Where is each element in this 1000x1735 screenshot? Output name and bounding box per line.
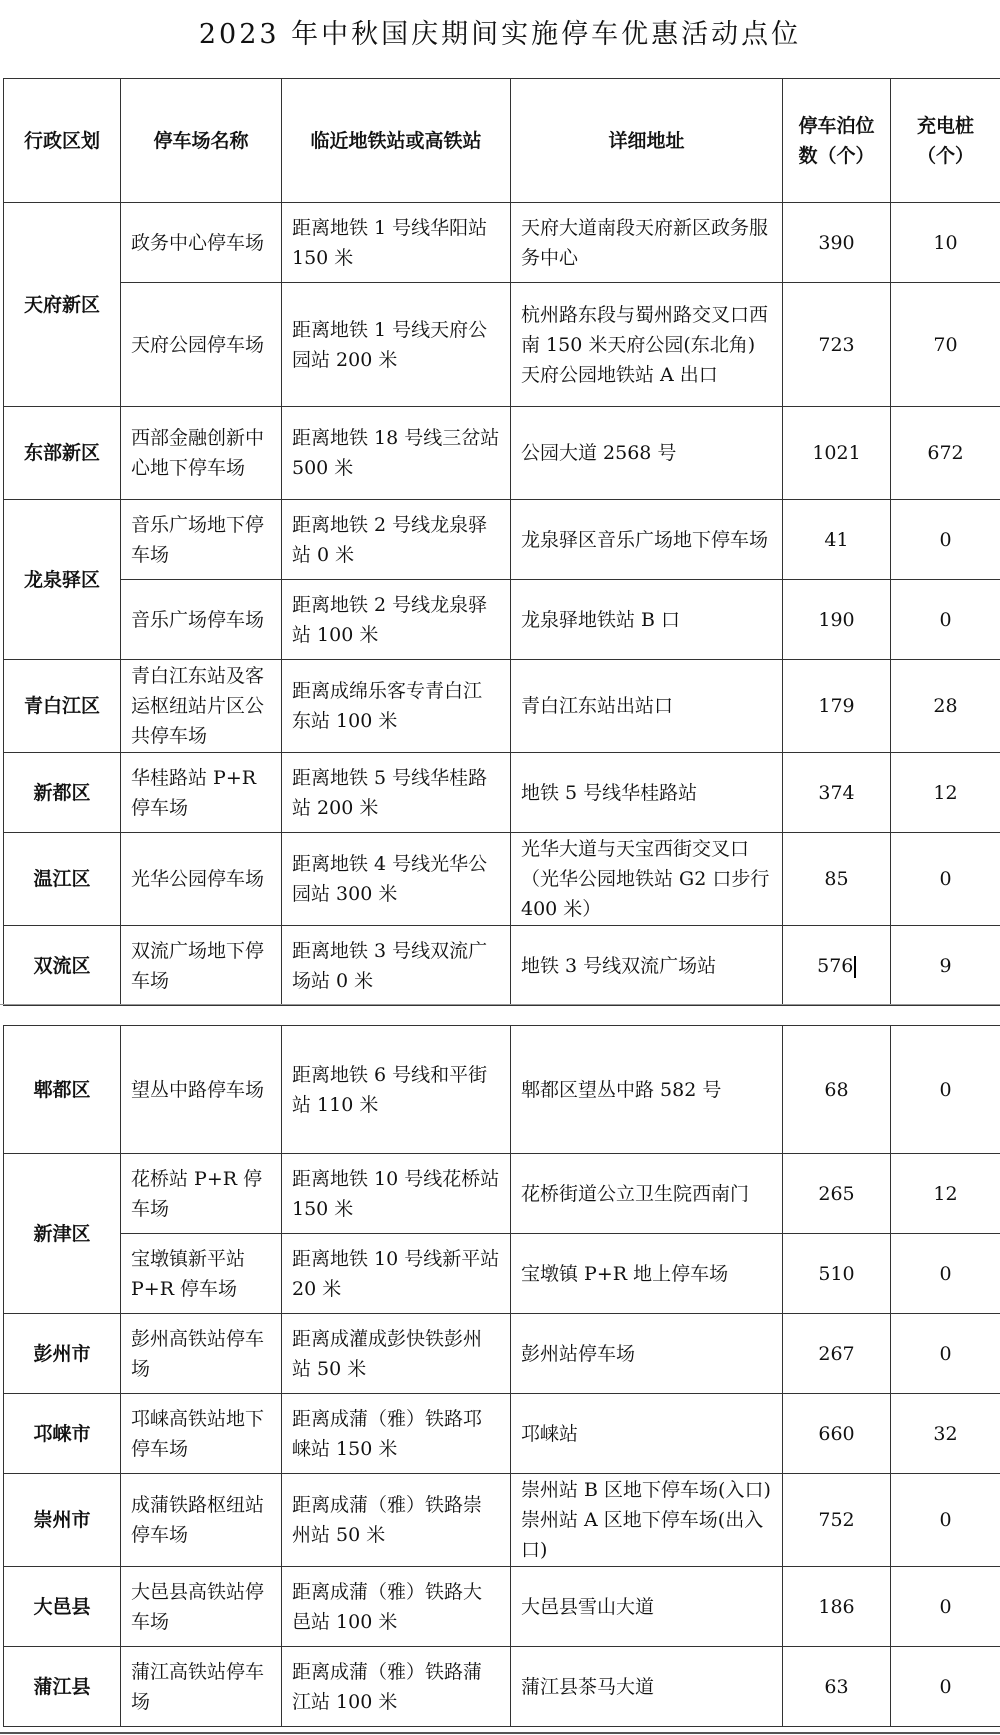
station-cell: 距离地铁 18 号线三岔站 500 米 (282, 407, 511, 500)
chargers-cell: 9 (891, 926, 1000, 1006)
spaces-cell: 752 (783, 1474, 891, 1567)
lot-name-cell: 政务中心停车场 (121, 203, 282, 283)
district-cell: 蒲江县 (4, 1647, 121, 1727)
station-cell: 距离地铁 2 号线龙泉驿站 0 米 (282, 500, 511, 580)
chargers-cell: 0 (891, 500, 1000, 580)
chargers-cell: 0 (891, 1474, 1000, 1567)
lot-name-cell: 望丛中路停车场 (121, 1026, 282, 1154)
district-cell: 龙泉驿区 (4, 500, 121, 660)
header-nearby-station: 临近地铁站或高铁站 (282, 79, 511, 203)
lot-name-cell: 华桂路站 P+R 停车场 (121, 753, 282, 833)
address-cell: 光华大道与天宝西街交叉口（光华公园地铁站 G2 口步行 400 米） (511, 833, 783, 926)
lot-name-cell: 西部金融创新中心地下停车场 (121, 407, 282, 500)
lot-name-cell: 青白江东站及客运枢纽站片区公共停车场 (121, 660, 282, 753)
spaces-cell: 390 (783, 203, 891, 283)
parking-table-part-2 (3, 1025, 1000, 1727)
district-cell: 东部新区 (4, 407, 121, 500)
address-cell: 彭州站停车场 (511, 1314, 783, 1394)
lot-name-cell: 宝墩镇新平站 P+R 停车场 (121, 1234, 282, 1314)
district-cell: 青白江区 (4, 660, 121, 753)
address-cell: 蒲江县茶马大道 (511, 1647, 783, 1727)
parking-table-part-1 (3, 78, 1000, 1006)
address-cell: 大邑县雪山大道 (511, 1567, 783, 1647)
station-cell: 距离地铁 10 号线花桥站 150 米 (282, 1154, 511, 1234)
table-row (4, 1394, 1000, 1474)
chargers-cell: 28 (891, 660, 1000, 753)
district-cell: 郫都区 (4, 1026, 121, 1154)
address-cell: 天府大道南段天府新区政务服务中心 (511, 203, 783, 283)
table-row (4, 407, 1000, 500)
station-cell: 距离地铁 10 号线新平站 20 米 (282, 1234, 511, 1314)
table-row (4, 1314, 1000, 1394)
header-chargers: 充电桩（个） (891, 79, 1000, 203)
spaces-cell: 267 (783, 1314, 891, 1394)
chargers-cell: 0 (891, 1314, 1000, 1394)
spaces-cell: 1021 (783, 407, 891, 500)
station-cell: 距离地铁 6 号线和平街站 110 米 (282, 1026, 511, 1154)
spaces-cell[interactable] (783, 926, 891, 1006)
chargers-cell: 0 (891, 1567, 1000, 1647)
spaces-value: 576 (817, 954, 854, 977)
lot-name-cell: 双流广场地下停车场 (121, 926, 282, 1006)
spaces-cell: 179 (783, 660, 891, 753)
address-cell: 公园大道 2568 号 (511, 407, 783, 500)
lot-name-cell: 邛崃高铁站地下停车场 (121, 1394, 282, 1474)
district-cell: 崇州市 (4, 1474, 121, 1567)
spaces-cell: 186 (783, 1567, 891, 1647)
page-divider (0, 1004, 1000, 1005)
table-row (4, 283, 1000, 407)
spaces-cell: 265 (783, 1154, 891, 1234)
lot-name-cell: 天府公园停车场 (121, 283, 282, 407)
district-cell: 双流区 (4, 926, 121, 1006)
address-cell: 花桥街道公立卫生院西南门 (511, 1154, 783, 1234)
district-cell: 新津区 (4, 1154, 121, 1314)
district-cell: 彭州市 (4, 1314, 121, 1394)
table-row (4, 660, 1000, 753)
station-cell: 距离成蒲（雅）铁路崇州站 50 米 (282, 1474, 511, 1567)
spaces-cell: 41 (783, 500, 891, 580)
spaces-cell: 85 (783, 833, 891, 926)
address-cell: 崇州站 B 区地下停车场(入口) 崇州站 A 区地下停车场(出入口) (511, 1474, 783, 1567)
district-cell: 天府新区 (4, 203, 121, 407)
lot-name-cell: 音乐广场停车场 (121, 580, 282, 660)
text-cursor (854, 956, 856, 978)
table-row (4, 753, 1000, 833)
spaces-cell: 68 (783, 1026, 891, 1154)
station-cell: 距离地铁 1 号线天府公园站 200 米 (282, 283, 511, 407)
station-cell: 距离成蒲（雅）铁路邛崃站 150 米 (282, 1394, 511, 1474)
table-header-row (4, 79, 1000, 203)
spaces-cell: 190 (783, 580, 891, 660)
station-cell: 距离成绵乐客专青白江东站 100 米 (282, 660, 511, 753)
table-row (4, 833, 1000, 926)
station-cell: 距离成蒲（雅）铁路大邑站 100 米 (282, 1567, 511, 1647)
spaces-cell: 374 (783, 753, 891, 833)
district-cell: 新都区 (4, 753, 121, 833)
table-row (4, 580, 1000, 660)
table-row (4, 1474, 1000, 1567)
table-row (4, 926, 1000, 1006)
spaces-cell: 723 (783, 283, 891, 407)
chargers-cell: 70 (891, 283, 1000, 407)
station-cell: 距离成蒲（雅）铁路蒲江站 100 米 (282, 1647, 511, 1727)
chargers-cell: 0 (891, 1234, 1000, 1314)
chargers-cell: 10 (891, 203, 1000, 283)
header-spaces: 停车泊位数（个） (783, 79, 891, 203)
table-row (4, 500, 1000, 580)
station-cell: 距离成灌成彭快铁彭州站 50 米 (282, 1314, 511, 1394)
lot-name-cell: 花桥站 P+R 停车场 (121, 1154, 282, 1234)
lot-name-cell: 成蒲铁路枢纽站停车场 (121, 1474, 282, 1567)
chargers-cell: 0 (891, 833, 1000, 926)
address-cell: 郫都区望丛中路 582 号 (511, 1026, 783, 1154)
chargers-cell: 0 (891, 1647, 1000, 1727)
chargers-cell: 0 (891, 580, 1000, 660)
chargers-cell: 12 (891, 1154, 1000, 1234)
address-cell: 宝墩镇 P+R 地上停车场 (511, 1234, 783, 1314)
spaces-cell: 510 (783, 1234, 891, 1314)
lot-name-cell: 彭州高铁站停车场 (121, 1314, 282, 1394)
address-cell: 青白江东站出站口 (511, 660, 783, 753)
address-cell: 地铁 3 号线双流广场站 (511, 926, 783, 1006)
header-lot-name: 停车场名称 (121, 79, 282, 203)
bottom-border (0, 1732, 1000, 1734)
district-cell: 邛崃市 (4, 1394, 121, 1474)
header-district: 行政区划 (4, 79, 121, 203)
station-cell: 距离地铁 1 号线华阳站 150 米 (282, 203, 511, 283)
document-title: 2023 年中秋国庆期间实施停车优惠活动点位 (198, 19, 802, 50)
lot-name-cell: 光华公园停车场 (121, 833, 282, 926)
address-cell: 龙泉驿地铁站 B 口 (511, 580, 783, 660)
table-row (4, 1647, 1000, 1727)
chargers-cell: 12 (891, 753, 1000, 833)
lot-name-cell: 大邑县高铁站停车场 (121, 1567, 282, 1647)
table-row (4, 1026, 1000, 1154)
address-cell: 地铁 5 号线华桂路站 (511, 753, 783, 833)
lot-name-cell: 音乐广场地下停车场 (121, 500, 282, 580)
address-cell: 龙泉驿区音乐广场地下停车场 (511, 500, 783, 580)
station-cell: 距离地铁 3 号线双流广场站 0 米 (282, 926, 511, 1006)
district-cell: 温江区 (4, 833, 121, 926)
table-row (4, 203, 1000, 283)
chargers-cell: 32 (891, 1394, 1000, 1474)
spaces-cell: 63 (783, 1647, 891, 1727)
station-cell: 距离地铁 2 号线龙泉驿站 100 米 (282, 580, 511, 660)
chargers-cell: 672 (891, 407, 1000, 500)
district-cell: 大邑县 (4, 1567, 121, 1647)
address-cell: 邛崃站 (511, 1394, 783, 1474)
spaces-cell: 660 (783, 1394, 891, 1474)
table-row (4, 1567, 1000, 1647)
lot-name-cell: 蒲江高铁站停车场 (121, 1647, 282, 1727)
table-row (4, 1234, 1000, 1314)
chargers-cell: 0 (891, 1026, 1000, 1154)
header-address: 详细地址 (511, 79, 783, 203)
station-cell: 距离地铁 5 号线华桂路站 200 米 (282, 753, 511, 833)
station-cell: 距离地铁 4 号线光华公园站 300 米 (282, 833, 511, 926)
table-row (4, 1154, 1000, 1234)
address-cell: 杭州路东段与蜀州路交叉口西南 150 米天府公园(东北角)天府公园地铁站 A 出口 (511, 283, 783, 407)
